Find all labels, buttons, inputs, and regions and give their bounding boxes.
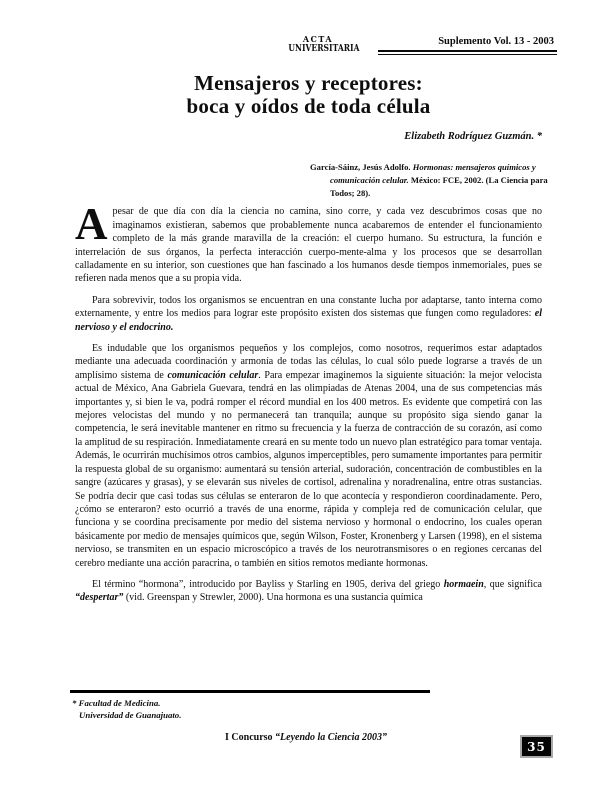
paragraph-4-em1: hormaein xyxy=(443,578,484,590)
issue-label: Suplemento Vol. 13 - 2003 xyxy=(438,36,554,47)
contest-prefix: I Concurso xyxy=(225,732,276,743)
drop-cap: A xyxy=(75,199,108,250)
reference-authors: García-Sáinz, Jesús Adolfo. xyxy=(310,162,413,172)
paragraph-4-em2: “despertar” xyxy=(75,592,124,604)
footnote-divider xyxy=(70,690,430,693)
footnote-affiliation: * Facultad de Medicina. xyxy=(72,698,161,708)
logo-universitaria-text: UNIVERSITARIA xyxy=(288,43,360,54)
paragraph-3-emphasis: comunicación celular xyxy=(167,369,259,381)
page-number-badge xyxy=(520,735,553,758)
footnote xyxy=(72,697,181,721)
logo-acta-text: ACTA xyxy=(302,34,334,44)
reference-citation xyxy=(310,161,550,199)
header-double-rule xyxy=(378,50,557,55)
paragraph-3-seg2: . Para empezar imaginemos la siguiente situación: la mejor velocista actual de México, Ana Gabriela Guevara, tendrá en las olimpiadas de Atenas 2004, una de sus competencias más importantes y, si bien le va, podrá romper el récord mundial en los 400 metros. Es evidente que competirá con las mejores velocistas del mundo y no permanecerá tan tranquila; aunque su propósito siga siendo ganar la competencia, le será inevitable mantener en ritmo su frecuencia y la fuerza de contracción de su corazón, así como la amplitud de su respiración. Inmediatamente creará en su mente todo un nuevo plan estratégico para tomar ventaja. Además, le ocurrirán muchísimos otros cambios, algunos imperceptibles, pero sumamente importantes para permitir la respuesta global de su organismo: aumentará su tensión arterial, sudoración, concentración de combustibles en la sangre (azúcares y grasas), y se elevarán sus niveles de cortisol, adrenalina y noradrenalina, entre otras sustancias. Se podría decir que casi todas sus células se enteraron de lo que acontecía y respondieron coordinadamente. Pero, ¿cómo se enteraron? esto ocurrió a través de una enorme, rápida y compleja red de comunicación celular, que funciona y se coordina precisamente por medio del sistema nervioso y hormonal o endocrino, los cuales operan básicamente por medio de mensajes químicos que, según Wilson, Foster, Kronenberg y Larsen (1998), en el sistema nervioso, se transmiten en un espacio microscópico a través de los neurotransmisores o en regiones cercanas del cerebro mediante una acción paracrina, o también en sitios remotos mediante hormonas. xyxy=(75,369,542,569)
paragraph-2 xyxy=(75,294,542,334)
article-title-line-2: boca y oídos de toda célula xyxy=(186,94,431,118)
paragraph-4-seg1: El término “hormona”, introducido por Bayliss y Starling en 1905, deriva del griego xyxy=(92,578,444,590)
author-byline: Elizabeth Rodríguez Guzmán. * xyxy=(404,131,542,142)
paragraph-2-text: Para sobrevivir, todos los organismos se encuentran en una constante lucha por adaptarse, tanto interna como externamente, y entre los medios para lograr este propósito existen dos sistemas que fungen como reguladores: xyxy=(75,294,542,320)
paragraph-2-emphasis: el nervioso y el endocrino. xyxy=(75,308,542,333)
contest-name: “Leyendo la Ciencia 2003” xyxy=(275,732,387,743)
article-title-line-1: Mensajeros y receptores: xyxy=(194,71,423,95)
paragraph-4-seg3: (vid. Greenspan y Strewler, 2000). Una hormona es una sustancia química xyxy=(123,592,423,604)
reference-publication: México: FCE, 2002. (La Ciencia para Todos; 28). xyxy=(330,174,548,198)
paragraph-4 xyxy=(75,578,542,605)
reference-book-title: Hormonas: mensajeros químicos y comunicación celular. xyxy=(330,162,536,185)
page-number-text: 35 xyxy=(527,739,546,754)
footnote-university: Universidad de Guanajuato. xyxy=(79,710,182,720)
issue-block xyxy=(378,35,557,55)
article-body xyxy=(75,199,542,604)
acta-universitaria-logo xyxy=(281,34,360,54)
paragraph-1 xyxy=(75,199,542,285)
article-title xyxy=(75,72,542,118)
paragraph-3-seg1: Es indudable que los organismos pequeños y los complejos, como nosotros, requerimos estar adaptados mediante una adecuada coordinación y armonía de todas las células, lo cual sólo puede lograrse a través de un amplísimo sistema de xyxy=(75,343,542,381)
paragraph-4-seg2: , que significa xyxy=(483,578,542,590)
paragraph-1-text: pesar de que día con día la ciencia no camina, sino corre, y cada vez descubrimos cosas que no imaginamos existieran, sabemos que probablemente nunca acabaremos de entender el funcionamiento completo de la más grande maravilla de la creación: el cuerpo humano. Su estructura, la función e interrelación de sus órganos, la perfecta interacción cuerpo-mente-alma y los procesos que se desarrollan calladamente en su interior, son cuestiones que han fascinado a los humanos desde tiempos inmemoriales, pues se refieren nada menos que a su propia vida. xyxy=(75,206,542,285)
paragraph-3 xyxy=(75,342,542,570)
